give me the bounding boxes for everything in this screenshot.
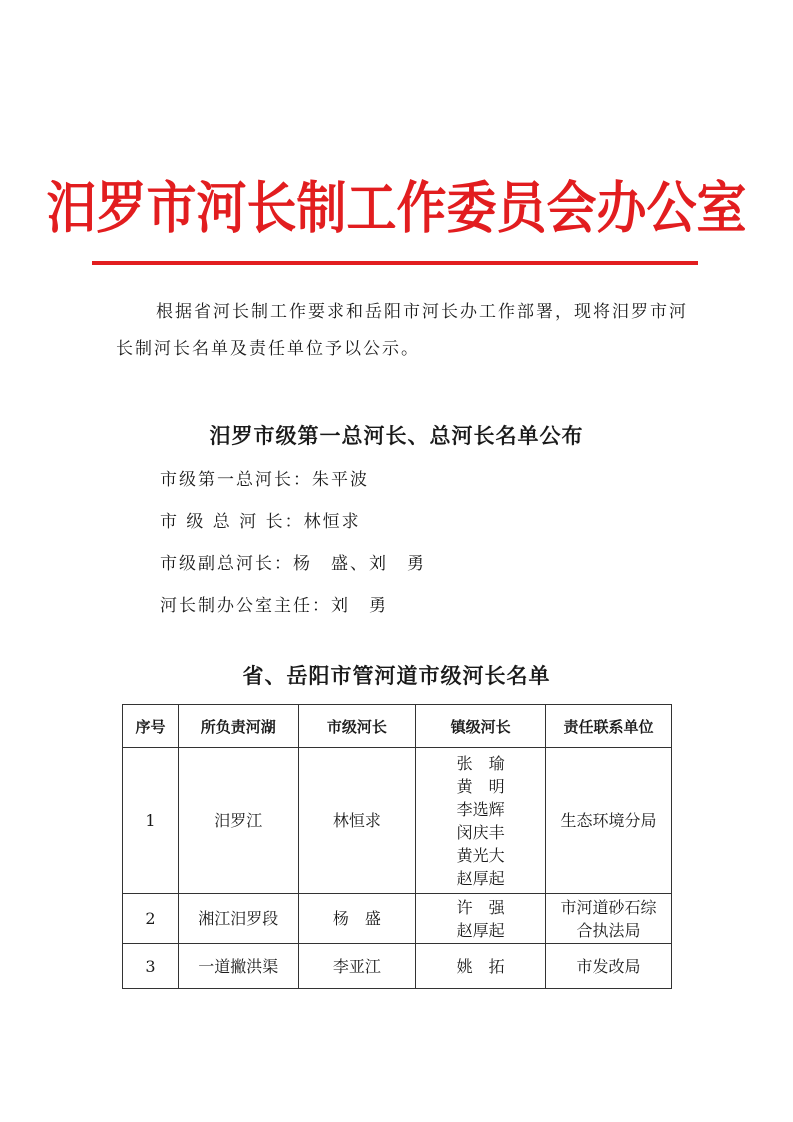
town-chief: 赵厚起 [456,920,505,940]
leader-row [160,508,426,550]
leader-role: 市级副总河长： [160,554,293,574]
col-header-no: 序号 [123,705,179,748]
town-chief: 黄光大 [456,845,505,865]
cell-town-chiefs [416,894,546,944]
leader-name: 朱平波 [312,470,369,490]
table-row [123,748,672,894]
section1-title: 汨罗市级第一总河长、总河长名单公布 [209,424,584,448]
leader-row [160,592,426,634]
leader-role: 市 级 总 河 长： [160,512,304,532]
leader-list [160,466,426,634]
leader-name: 刘 勇 [331,596,388,616]
cell-town-chiefs [416,748,546,894]
leader-name: 杨 盛、刘 勇 [293,554,426,574]
leader-role: 市级第一总河长： [160,470,312,490]
cell-unit [546,894,672,944]
table-header-row [123,705,672,748]
cell-river: 湘江汨罗段 [178,894,298,944]
cell-river: 汨罗江 [178,748,298,894]
river-chief-table [122,704,672,989]
leader-row [160,466,426,508]
cell-no: 2 [123,894,179,944]
cell-city-chief: 李亚江 [298,944,416,989]
col-header-river: 所负责河湖 [178,705,298,748]
town-chief: 姚 拓 [456,956,505,976]
cell-no: 1 [123,748,179,894]
town-chief: 赵厚起 [456,868,505,888]
town-chief: 许 强 [456,897,505,917]
col-header-unit: 责任联系单位 [546,705,672,748]
cell-city-chief: 杨 盛 [298,894,416,944]
town-chief: 张 瑜 [456,753,505,773]
table-row [123,944,672,989]
cell-unit [546,748,672,894]
leader-row [160,550,426,592]
unit-line: 市发改局 [576,956,641,976]
leader-role: 河长制办公室主任： [160,596,331,616]
col-header-town-chief: 镇级河长 [416,705,546,748]
unit-line: 生态环境分局 [560,811,657,830]
cell-town-chiefs [416,944,546,989]
cell-city-chief: 林恒求 [298,748,416,894]
cell-unit [546,944,672,989]
cell-no: 3 [123,944,179,989]
leader-name: 林恒求 [303,512,361,532]
town-chief: 闵庆丰 [456,822,505,842]
intro-paragraph: 根据省河长制工作要求和岳阳市河长办工作部署，现将汨罗市河长制河长名单及责任单位予以公示。 [116,302,688,359]
section2-title: 省、岳阳市管河道市级河长名单 [242,664,551,688]
col-header-city-chief: 市级河长 [298,705,416,748]
letterhead-title: 汨罗市河长制工作委员会办公室 [46,174,747,241]
table-row [123,894,672,944]
town-chief: 李选辉 [456,799,505,819]
cell-river: 一道撇洪渠 [178,944,298,989]
letterhead-rule [92,261,698,265]
unit-line: 市河道砂石综 [560,897,657,917]
unit-line: 合执法局 [576,920,641,940]
town-chief: 黄 明 [456,776,505,796]
